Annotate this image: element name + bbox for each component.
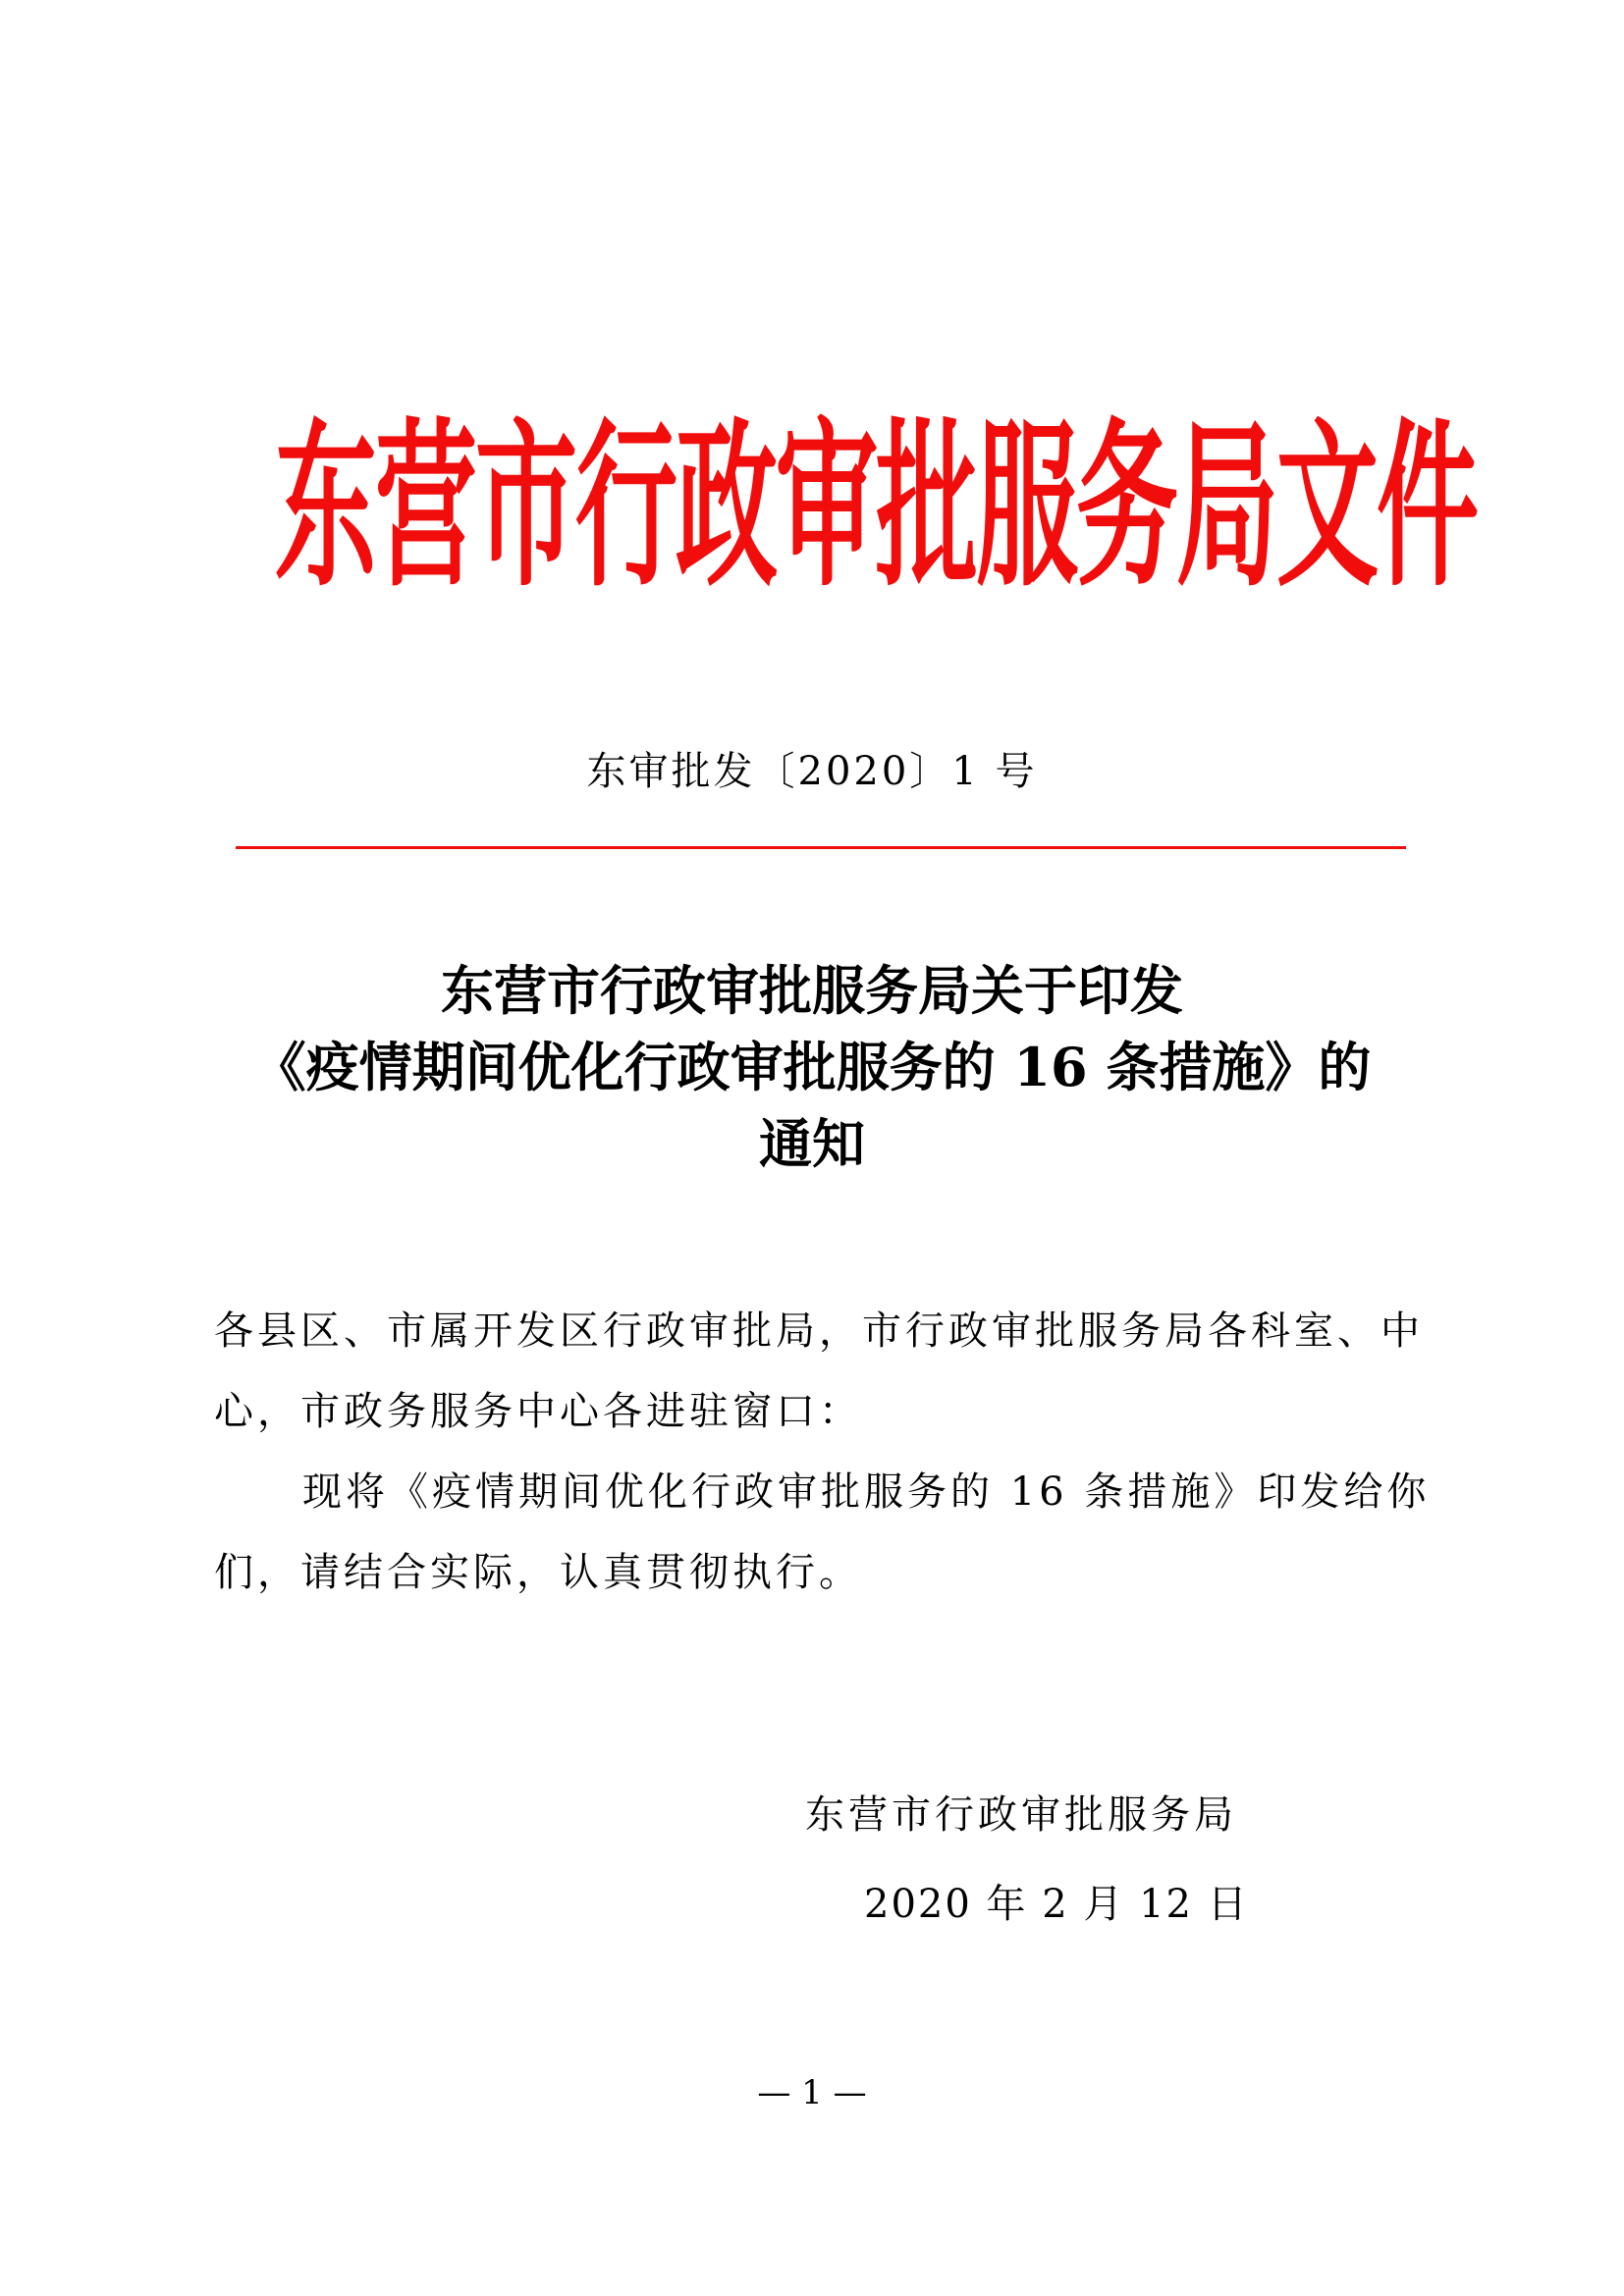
document-body (214, 1291, 1432, 1613)
signature-organization: 东营市行政审批服务局 (805, 1792, 1237, 1838)
page-number: — 1 — (757, 2073, 867, 2112)
content-line-2: 们，请结合实际，认真贯彻执行。 (214, 1550, 862, 1595)
content-line-1: 现将《疫情期间优化行政审批服务的 16 条措施》印发给你 (302, 1469, 1431, 1515)
title-line-2: 《疫情期间优化行政审批服务的 16 条措施》的 (252, 1036, 1372, 1098)
document-number: 东审批发〔2020〕1 号 (586, 749, 1038, 794)
title-line-1: 东营市行政审批服务局关于印发 (441, 959, 1183, 1022)
title-line-3: 通知 (759, 1112, 865, 1175)
red-separator-line (236, 846, 1406, 849)
masthead-title: 东营市行政审批服务局文件 (275, 400, 1478, 612)
recipients-line-2: 心，市政务服务中心各进驻窗口： (214, 1389, 862, 1434)
document-title (196, 952, 1428, 1182)
signature-date: 2020 年 2 月 12 日 (864, 1882, 1249, 1927)
recipients-line-1: 各县区、市属开发区行政审批局，市行政审批服务局各科室、中 (214, 1308, 1424, 1354)
